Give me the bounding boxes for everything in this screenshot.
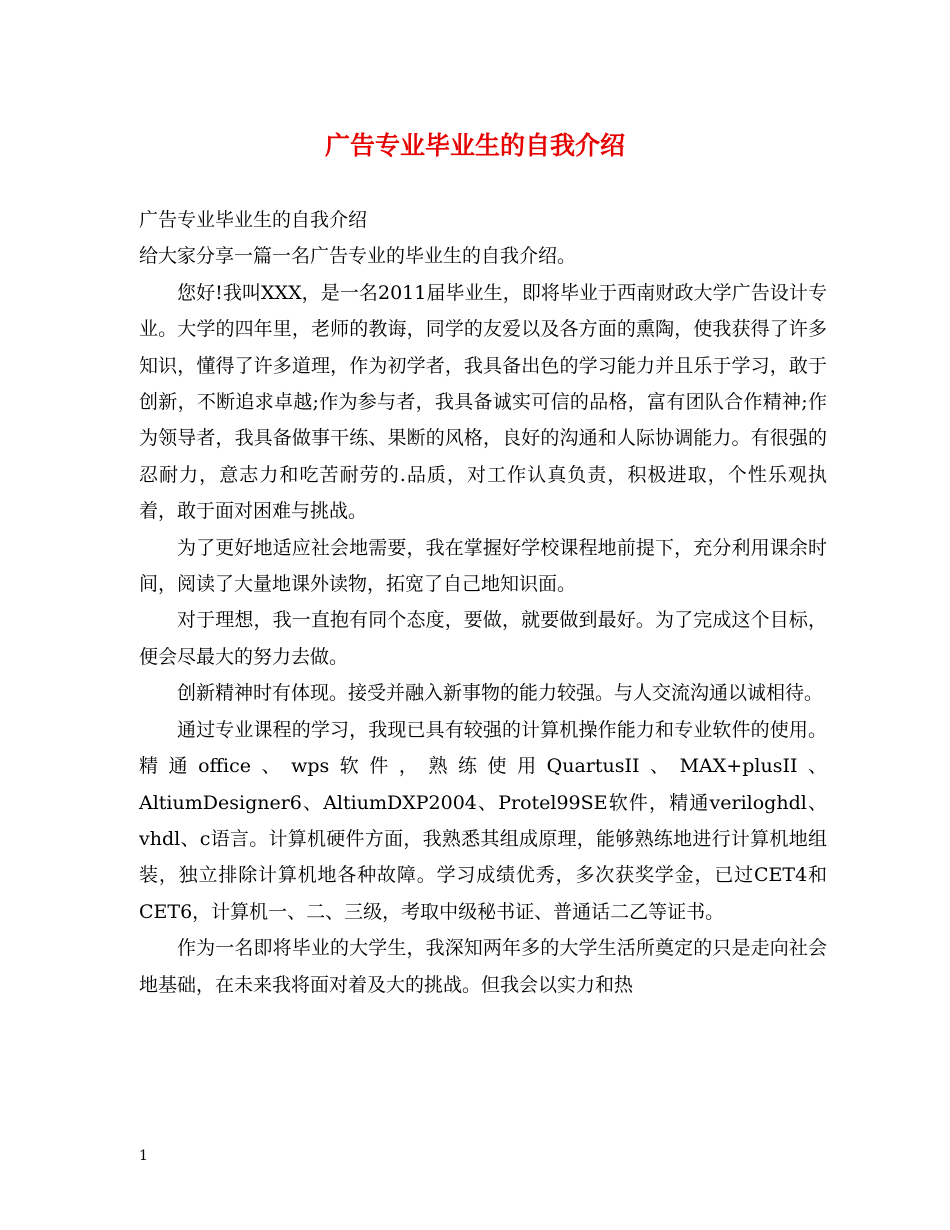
- page-number: 1: [139, 1148, 148, 1164]
- paragraph: 创新精神时有体现。接受并融入新事物的能力较强。与人交流沟通以诚相待。: [177, 682, 824, 705]
- document-title: 广告专业毕业生的自我介绍: [324, 131, 625, 160]
- paragraph: 通过专业课程的学习，我现已具有较强的计算机操作能力和专业软件的使用。精通office、wps软件，熟练使用QuartusII、MAX+plusII、AltiumDesigner6、AltiumDXP2004、Protel99SE软件，精通veriloghdl、vhdl、c语言。计算机硬件方面，我熟悉其组成原理，能够熟练地进行计算机地组装，独立排除计算机地各种故障。学习成绩优秀，多次获奖学金，已过CET4和CET6，计算机一、二、三级，考取中级秘书证、普通话二乙等证书。: [139, 718, 827, 923]
- paragraph: 作为一名即将毕业的大学生，我深知两年多的大学生活所奠定的只是走向社会地基础，在未来我将面对着及大的挑战。但我会以实力和热: [139, 937, 827, 996]
- document-body: [139, 202, 827, 1003]
- paragraph: 为了更好地适应社会地需要，我在掌握好学校课程地前提下，充分利用课余时间，阅读了大量地课外读物，拓宽了自己地知识面。: [139, 536, 827, 596]
- paragraph: 对于理想，我一直抱有同个态度，要做，就要做到最好。为了完成这个目标，便会尽最大的努力去做。: [139, 609, 827, 668]
- paragraph: 广告专业毕业生的自我介绍: [139, 209, 368, 231]
- paragraph: 您好!我叫XXX，是一名2011届毕业生，即将毕业于西南财政大学广告设计专业。大学的四年里，老师的教诲，同学的友爱以及各方面的熏陶，使我获得了许多知识，懂得了许多道理，作为初学者，我具备出色的学习能力并且乐于学习，敢于创新，不断追求卓越;作为参与者，我具备诚实可信的品格，富有团队合作精神;作为领导者，我具备做事干练、果断的风格，良好的沟通和人际协调能力。有很强的忍耐力，意志力和吃苦耐劳的.品质，对工作认真负责，积极进取，个性乐观执着，敢于面对困难与挑战。: [139, 281, 827, 523]
- paragraph: 给大家分享一篇一名广告专业的毕业生的自我介绍。: [139, 245, 577, 268]
